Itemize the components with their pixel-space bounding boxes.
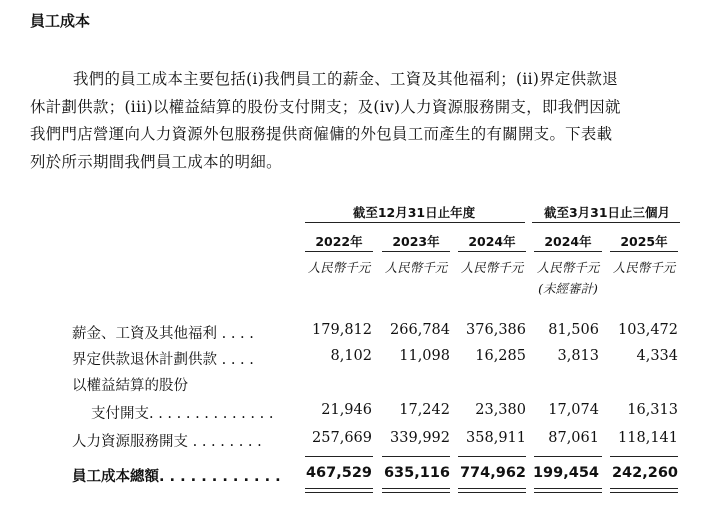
cell-value: 179,812 [312, 322, 372, 338]
row-label: 以權益結算的股份 [72, 378, 188, 394]
table-row [0, 430, 719, 452]
table-row [0, 348, 719, 370]
year-rule [305, 251, 373, 252]
total-rule [382, 456, 450, 457]
row-label: 人力資源服務開支 . . . . . . . . [72, 434, 262, 450]
cell-value: 87,061 [548, 430, 599, 446]
year-header: 2024年 [468, 234, 516, 249]
group-header-annual: 截至12月31日止年度 [352, 205, 476, 220]
cell-value: 8,102 [330, 348, 372, 364]
year-header: 2024年 [544, 234, 592, 249]
row-label: 界定供款退休計劃供款 . . . . [72, 352, 254, 368]
paragraph-line: 我們門店營運向人力資源外包服務提供商僱傭的外包員工而產生的有關開支。下表載 [30, 125, 613, 143]
cell-value: 376,386 [466, 322, 526, 338]
year-rule [382, 251, 450, 252]
cell-value: 242,260 [611, 465, 678, 481]
cell-value: 103,472 [618, 322, 678, 338]
unit-label: 人民幣千元 [460, 260, 524, 275]
cell-value: 339,992 [390, 430, 450, 446]
year-header: 2025年 [620, 234, 668, 249]
unit-label: 人民幣千元 [384, 260, 448, 275]
cell-value: 11,098 [399, 348, 450, 364]
cell-value: 4,334 [636, 348, 678, 364]
table-row [0, 402, 719, 424]
cell-value: 17,242 [399, 402, 450, 418]
table-row [0, 374, 719, 396]
section-title: 員工成本 [30, 12, 91, 30]
total-rule [610, 456, 678, 457]
total-rule [534, 456, 602, 457]
total-double-rule [382, 488, 450, 493]
unit-label: 人民幣千元 [536, 260, 600, 275]
year-header: 2022年 [315, 234, 363, 249]
group-rule [532, 222, 680, 223]
total-double-rule [305, 488, 373, 493]
unit-label: 人民幣千元 [612, 260, 676, 275]
unit-label: 人民幣千元 [307, 260, 371, 275]
total-double-rule [534, 488, 602, 493]
group-rule [305, 222, 525, 223]
cell-value: 635,116 [383, 465, 450, 481]
table-row-total [0, 465, 719, 487]
row-label: 薪金、工資及其他福利 . . . . [72, 326, 254, 342]
total-double-rule [610, 488, 678, 493]
cell-value: 3,813 [557, 348, 599, 364]
cell-value: 17,074 [548, 402, 599, 418]
paragraph-line: 我們的員工成本主要包括(i)我們員工的薪金、工資及其他福利；(ii)界定供款退 [73, 70, 618, 88]
total-rule [458, 456, 526, 457]
cell-value: 21,946 [321, 402, 372, 418]
cell-value: 774,962 [459, 465, 526, 481]
cell-value: 81,506 [548, 322, 599, 338]
year-rule [458, 251, 526, 252]
group-header-quarter: 截至3月31日止三個月 [543, 205, 671, 220]
year-rule [534, 251, 602, 252]
intro-paragraph [30, 66, 690, 176]
total-rule [305, 456, 373, 457]
cell-value: 16,313 [627, 402, 678, 418]
cell-value: 118,141 [618, 430, 678, 446]
cell-value: 16,285 [475, 348, 526, 364]
year-rule [610, 251, 678, 252]
cell-value: 358,911 [466, 430, 526, 446]
row-label: 員工成本總額. . . . . . . . . . . . [72, 469, 281, 485]
cell-value: 467,529 [305, 465, 372, 481]
row-label: 支付開支. . . . . . . . . . . . . . [91, 406, 274, 422]
table-row [0, 322, 719, 344]
paragraph-line: 休計劃供款；(iii)以權益結算的股份支付開支；及(iv)人力資源服務開支，即我們因就 [30, 97, 621, 116]
unaudited-note: (未經審計) [538, 281, 598, 296]
year-header: 2023年 [392, 234, 440, 249]
cell-value: 199,454 [532, 465, 599, 481]
cell-value: 257,669 [312, 430, 372, 446]
cell-value: 23,380 [475, 402, 526, 418]
cell-value: 266,784 [390, 322, 450, 338]
paragraph-line: 列於所示期間我們員工成本的明細。 [30, 152, 282, 171]
total-double-rule [458, 488, 526, 493]
